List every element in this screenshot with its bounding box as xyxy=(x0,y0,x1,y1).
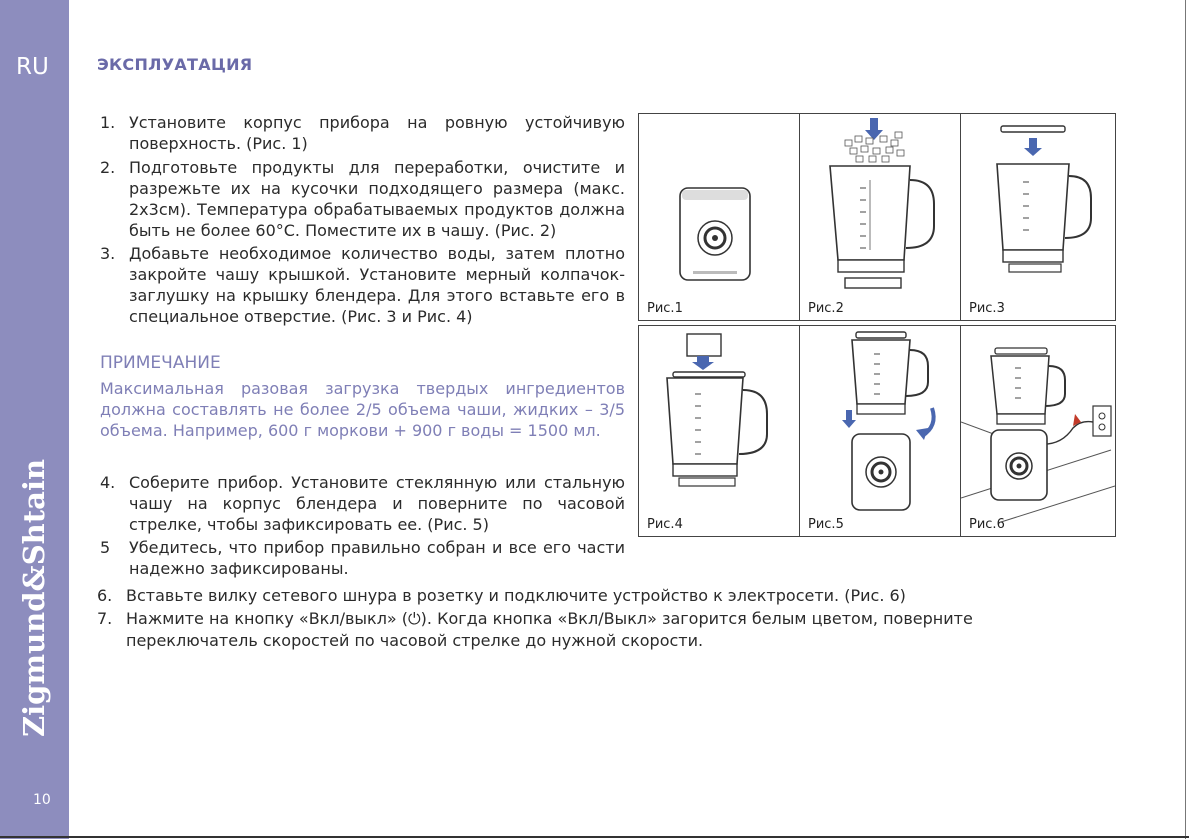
sidebar xyxy=(0,0,69,839)
page-number: 10 xyxy=(33,792,51,808)
step-number: 5 xyxy=(100,538,111,557)
step-number: 1. xyxy=(100,113,116,132)
figure-6 xyxy=(960,325,1116,537)
blender-base-illustration xyxy=(639,114,800,320)
step-text: Нажмите на кнопку «Вкл/выкл» (⏻). Когда кнопка «Вкл/Выкл» загорится белым цветом, поверните переключатель скоростей по часовой стрелке до нужной скорости. xyxy=(126,609,973,650)
step-text: Соберите прибор. Установите стеклянную или стальную чашу на корпус блендера и поверните по часовой стрелке, чтобы зафиксировать ее. (Рис. 5) xyxy=(129,473,625,534)
figure-3 xyxy=(960,113,1116,321)
figure-caption: Рис.6 xyxy=(969,517,1005,532)
figure-caption: Рис.1 xyxy=(647,301,683,316)
figure-grid xyxy=(638,113,1116,537)
brand-logo: Zigmund&Shtain xyxy=(17,458,51,738)
power-plug-illustration xyxy=(961,326,1115,536)
section-heading: ЭКСПЛУАТАЦИЯ xyxy=(97,55,253,74)
step-text: Убедитесь, что прибор правильно собран и все его части надежно зафиксированы. xyxy=(129,538,625,578)
step-text: Вставьте вилку сетевого шнура в розетку и подключите устройство к электросети. (Рис. 6) xyxy=(126,586,906,605)
assembly-illustration xyxy=(800,326,961,536)
page-edge-bottom xyxy=(0,836,1189,838)
figure-2 xyxy=(799,113,962,321)
step-text: Установите корпус прибора на ровную устойчивую поверхность. (Рис. 1) xyxy=(129,113,625,153)
step-text: Подготовьте продукты для переработки, очистите и разрежьте их на кусочки подходящего размера (макс. 2х3см). Температура обрабатываемых продуктов должна быть не более 60°С. Поместите их в чашу. (Рис. 2) xyxy=(129,158,625,240)
figure-5 xyxy=(799,325,962,537)
figure-1 xyxy=(638,113,801,321)
jar-lid-illustration xyxy=(961,114,1115,320)
figure-caption: Рис.2 xyxy=(808,301,844,316)
figure-caption: Рис.5 xyxy=(808,517,844,532)
figure-caption: Рис.4 xyxy=(647,517,683,532)
jar-with-food-illustration xyxy=(800,114,961,320)
measuring-cap-illustration xyxy=(639,326,800,536)
page-edge-right xyxy=(1185,0,1186,839)
step-number: 2. xyxy=(100,158,116,177)
note-title: ПРИМЕЧАНИЕ xyxy=(100,353,221,373)
figure-caption: Рис.3 xyxy=(969,301,1005,316)
language-label: RU xyxy=(16,54,49,80)
figure-4 xyxy=(638,325,801,537)
step-text: Добавьте необходимое количество воды, затем плотно закройте чашу крышкой. Установите мерный колпачок-заглушку на крышку блендера. Для этого вставьте его в специальное отверстие. (Рис. 3 и Рис. 4) xyxy=(129,244,625,326)
note-text: Максимальная разовая загрузка твердых ингредиентов должна составлять не более 2/5 объема чаши, жидких – 3/5 объема. Например, 600 г моркови + 900 г воды = 1500 мл. xyxy=(100,379,625,440)
step-number: 6. xyxy=(97,586,113,605)
step-number: 4. xyxy=(100,473,116,492)
step-number: 3. xyxy=(100,244,116,263)
step-number: 7. xyxy=(97,609,113,628)
